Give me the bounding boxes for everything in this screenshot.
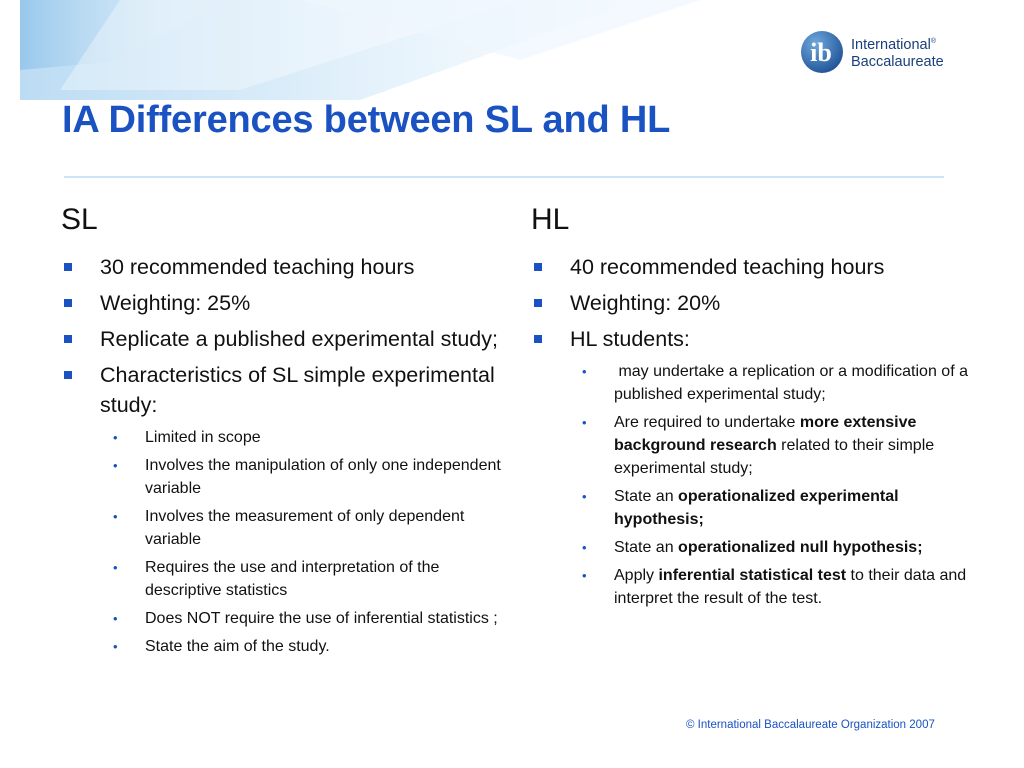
logo-line-2: Baccalaureate [851, 53, 944, 70]
bullet-dot-icon: • [113, 509, 118, 524]
square-bullet-icon [534, 263, 542, 271]
bullet-dot-icon: • [113, 560, 118, 575]
bullet-dot-icon: • [582, 540, 587, 555]
list-item: Characteristics of SL simple experimental study: • Limited in scope • Involves the manipulation of only one independent variable • Involves the measurement of only dependent variable • Requires the use and interpretation of the descriptive statistics • Does NOT require the use of inferential statistics ; • State the aim of the study. [61, 360, 501, 658]
bullet-dot-icon: • [582, 489, 587, 504]
bullet-dot-icon: • [113, 639, 118, 654]
logo-line-1: International [851, 36, 931, 53]
sl-sublist [100, 426, 501, 658]
bullet-dot-icon: • [113, 458, 118, 473]
sub-list-item: • Involves the manipulation of only one independent variable [61, 454, 501, 500]
sub-list-item: • Are required to undertake more extensive background research related to their simple experimental study; [531, 411, 971, 480]
list-item: Weighting: 20% [531, 288, 971, 318]
hl-sublist [570, 360, 971, 610]
list-item: Replicate a published experimental study; [61, 324, 501, 354]
square-bullet-icon [534, 335, 542, 343]
bullet-dot-icon: • [582, 568, 587, 583]
list-item: Weighting: 25% [61, 288, 501, 318]
square-bullet-icon [64, 371, 72, 379]
hl-list [531, 252, 971, 610]
ib-logo-icon [800, 30, 844, 74]
sub-list-item: • State the aim of the study. [61, 635, 501, 658]
list-item: 30 recommended teaching hours [61, 252, 501, 282]
copyright-footer: © International Baccalaureate Organization 2007 [686, 719, 935, 731]
svg-text:ib: ib [810, 38, 832, 67]
bullet-dot-icon: • [582, 364, 587, 379]
sub-list-item: • Limited in scope [61, 426, 501, 449]
sub-list-item: • may undertake a replication or a modification of a published experimental study; [531, 360, 971, 406]
square-bullet-icon [534, 299, 542, 307]
sl-column [61, 200, 501, 664]
bullet-dot-icon: • [113, 430, 118, 445]
square-bullet-icon [64, 263, 72, 271]
list-item: HL students: • may undertake a replication or a modification of a published experimental study; • Are required to undertake more extensive background research related to their simple experimental study; • State an operationalized experimental hypothesis; • State an operationalized null hypothesis; • Apply inferential statistical test to their data and interpret the result of the test. [531, 324, 971, 610]
sub-list-item: • Apply inferential statistical test to their data and interpret the result of the test. [531, 564, 971, 610]
sub-list-item: • Requires the use and interpretation of the descriptive statistics [61, 556, 501, 602]
sub-list-item: • Involves the measurement of only dependent variable [61, 505, 501, 551]
sl-list [61, 252, 501, 658]
list-item: 40 recommended teaching hours [531, 252, 971, 282]
title-divider [64, 176, 944, 178]
hl-heading: HL [531, 203, 570, 236]
bullet-dot-icon: • [582, 415, 587, 430]
sub-list-item: • State an operationalized null hypothesis; [531, 536, 971, 559]
sub-list-item: • State an operationalized experimental hypothesis; [531, 485, 971, 531]
slide-title: IA Differences between SL and HL [62, 99, 671, 141]
square-bullet-icon [64, 335, 72, 343]
sub-list-item: • Does NOT require the use of inferential statistics ; [61, 607, 501, 630]
hl-column [531, 200, 971, 616]
sl-heading: SL [61, 203, 98, 236]
bullet-dot-icon: • [113, 611, 118, 626]
square-bullet-icon [64, 299, 72, 307]
ib-logo: ib International® Baccalaureate [800, 30, 944, 74]
